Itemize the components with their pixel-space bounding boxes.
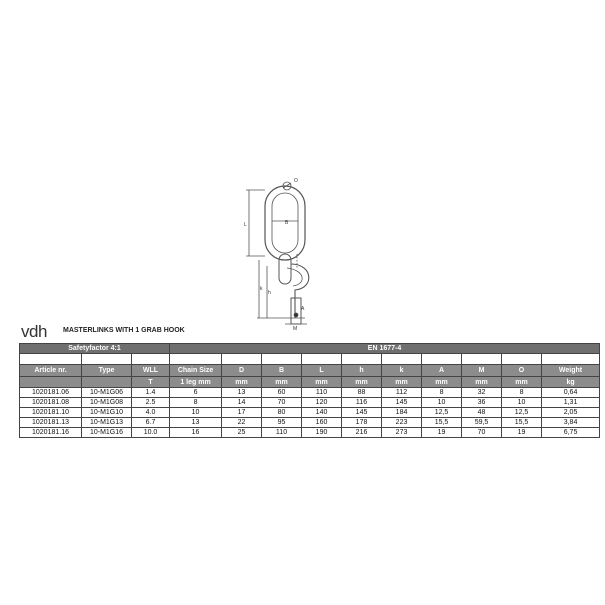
table-cell: 190 <box>302 428 342 438</box>
table-cell: 178 <box>342 418 382 428</box>
column-unit <box>20 377 82 388</box>
column-header: Chain Size <box>170 365 222 377</box>
column-unit: mm <box>262 377 302 388</box>
table-cell: 184 <box>382 408 422 418</box>
standard-cell: EN 1677-4 <box>170 344 600 354</box>
table-cell: 1020181.06 <box>20 388 82 398</box>
table-cell: 4.0 <box>132 408 170 418</box>
table-cell: 1020181.10 <box>20 408 82 418</box>
table-cell: 70 <box>262 398 302 408</box>
safety-row <box>20 344 600 354</box>
column-unit: mm <box>502 377 542 388</box>
table-cell: 10-M1G06 <box>82 388 132 398</box>
table-cell: 95 <box>262 418 302 428</box>
table-row <box>20 388 600 398</box>
column-header: Type <box>82 365 132 377</box>
label-b: B <box>285 220 289 226</box>
table-cell: 1.4 <box>132 388 170 398</box>
table-cell: 1020181.08 <box>20 398 82 408</box>
table-cell: 10-M1G08 <box>82 398 132 408</box>
blank-row <box>20 354 600 365</box>
table-cell: 0,64 <box>542 388 600 398</box>
table-cell: 160 <box>302 418 342 428</box>
table-cell: 10.0 <box>132 428 170 438</box>
table-cell: 10 <box>422 398 462 408</box>
table-cell: 2,05 <box>542 408 600 418</box>
table-cell: 120 <box>302 398 342 408</box>
table-cell: 25 <box>222 428 262 438</box>
column-unit: mm <box>342 377 382 388</box>
table-cell: 36 <box>462 398 502 408</box>
column-header: B <box>262 365 302 377</box>
column-header: WLL <box>132 365 170 377</box>
table-cell: 10-M1G16 <box>82 428 132 438</box>
table-cell: 60 <box>262 388 302 398</box>
table-row <box>20 418 600 428</box>
grab-hook-icon <box>291 264 309 318</box>
label-m: M <box>293 326 298 332</box>
table-cell: 6,75 <box>542 428 600 438</box>
column-header: k <box>382 365 422 377</box>
table-cell: 145 <box>382 398 422 408</box>
table-cell: 116 <box>342 398 382 408</box>
table-cell: 3,84 <box>542 418 600 428</box>
table-cell: 10-M1G13 <box>82 418 132 428</box>
table-cell: 10 <box>170 408 222 418</box>
table-cell: 19 <box>502 428 542 438</box>
table-cell: 13 <box>170 418 222 428</box>
column-unit <box>82 377 132 388</box>
table-cell: 17 <box>222 408 262 418</box>
table-cell: 10-M1G10 <box>82 408 132 418</box>
table-cell: 8 <box>502 388 542 398</box>
column-header: M <box>462 365 502 377</box>
table-cell: 140 <box>302 408 342 418</box>
table-cell: 15,5 <box>502 418 542 428</box>
table-cell: 59,5 <box>462 418 502 428</box>
unit-header-row <box>20 377 600 388</box>
table-cell: 48 <box>462 408 502 418</box>
column-unit: T <box>132 377 170 388</box>
label-a: A <box>301 306 305 312</box>
column-unit: 1 leg mm <box>170 377 222 388</box>
table-cell: 8 <box>170 398 222 408</box>
table-cell: 1020181.13 <box>20 418 82 428</box>
column-unit: kg <box>542 377 600 388</box>
table-cell: 110 <box>262 428 302 438</box>
vdh-logo: vdh <box>21 322 47 341</box>
column-header: D <box>222 365 262 377</box>
table-cell: 70 <box>462 428 502 438</box>
table-cell: 8 <box>422 388 462 398</box>
column-unit: mm <box>382 377 422 388</box>
table-cell: 13 <box>222 388 262 398</box>
document-title: MASTERLINKS WITH 1 GRAB HOOK <box>63 327 185 334</box>
label-l: L <box>244 222 247 228</box>
table-cell: 273 <box>382 428 422 438</box>
table-cell: 1,31 <box>542 398 600 408</box>
label-o: O <box>294 178 298 184</box>
table-cell: 12,5 <box>502 408 542 418</box>
column-unit: mm <box>462 377 502 388</box>
label-h: h <box>268 290 271 296</box>
table-cell: 15,5 <box>422 418 462 428</box>
column-unit: mm <box>222 377 262 388</box>
table-cell: 19 <box>422 428 462 438</box>
table-cell: 223 <box>382 418 422 428</box>
table-cell: 32 <box>462 388 502 398</box>
table-cell: 14 <box>222 398 262 408</box>
column-unit: mm <box>302 377 342 388</box>
table-cell: 80 <box>262 408 302 418</box>
table-cell: 6 <box>170 388 222 398</box>
table-cell: 216 <box>342 428 382 438</box>
column-header: O <box>502 365 542 377</box>
safety-factor-cell: Safetyfactor 4:1 <box>20 344 170 354</box>
table-cell: 145 <box>342 408 382 418</box>
document-header <box>19 322 599 344</box>
label-k: k <box>260 286 263 292</box>
column-header: A <box>422 365 462 377</box>
column-header: L <box>302 365 342 377</box>
table-cell: 6.7 <box>132 418 170 428</box>
table-cell: 10 <box>502 398 542 408</box>
table-row <box>20 398 600 408</box>
table-cell: 112 <box>382 388 422 398</box>
table-cell: 2.5 <box>132 398 170 408</box>
masterlink-hook-drawing <box>235 168 345 332</box>
specification-table <box>19 343 600 438</box>
column-header: Article nr. <box>20 365 82 377</box>
column-header: h <box>342 365 382 377</box>
column-header: Weight <box>542 365 600 377</box>
table-cell: 12,5 <box>422 408 462 418</box>
table-cell: 1020181.16 <box>20 428 82 438</box>
table-cell: 16 <box>170 428 222 438</box>
column-unit: mm <box>422 377 462 388</box>
table-row <box>20 408 600 418</box>
table-cell: 88 <box>342 388 382 398</box>
column-header-row <box>20 365 600 377</box>
table-cell: 110 <box>302 388 342 398</box>
table-cell: 22 <box>222 418 262 428</box>
table-row <box>20 428 600 438</box>
